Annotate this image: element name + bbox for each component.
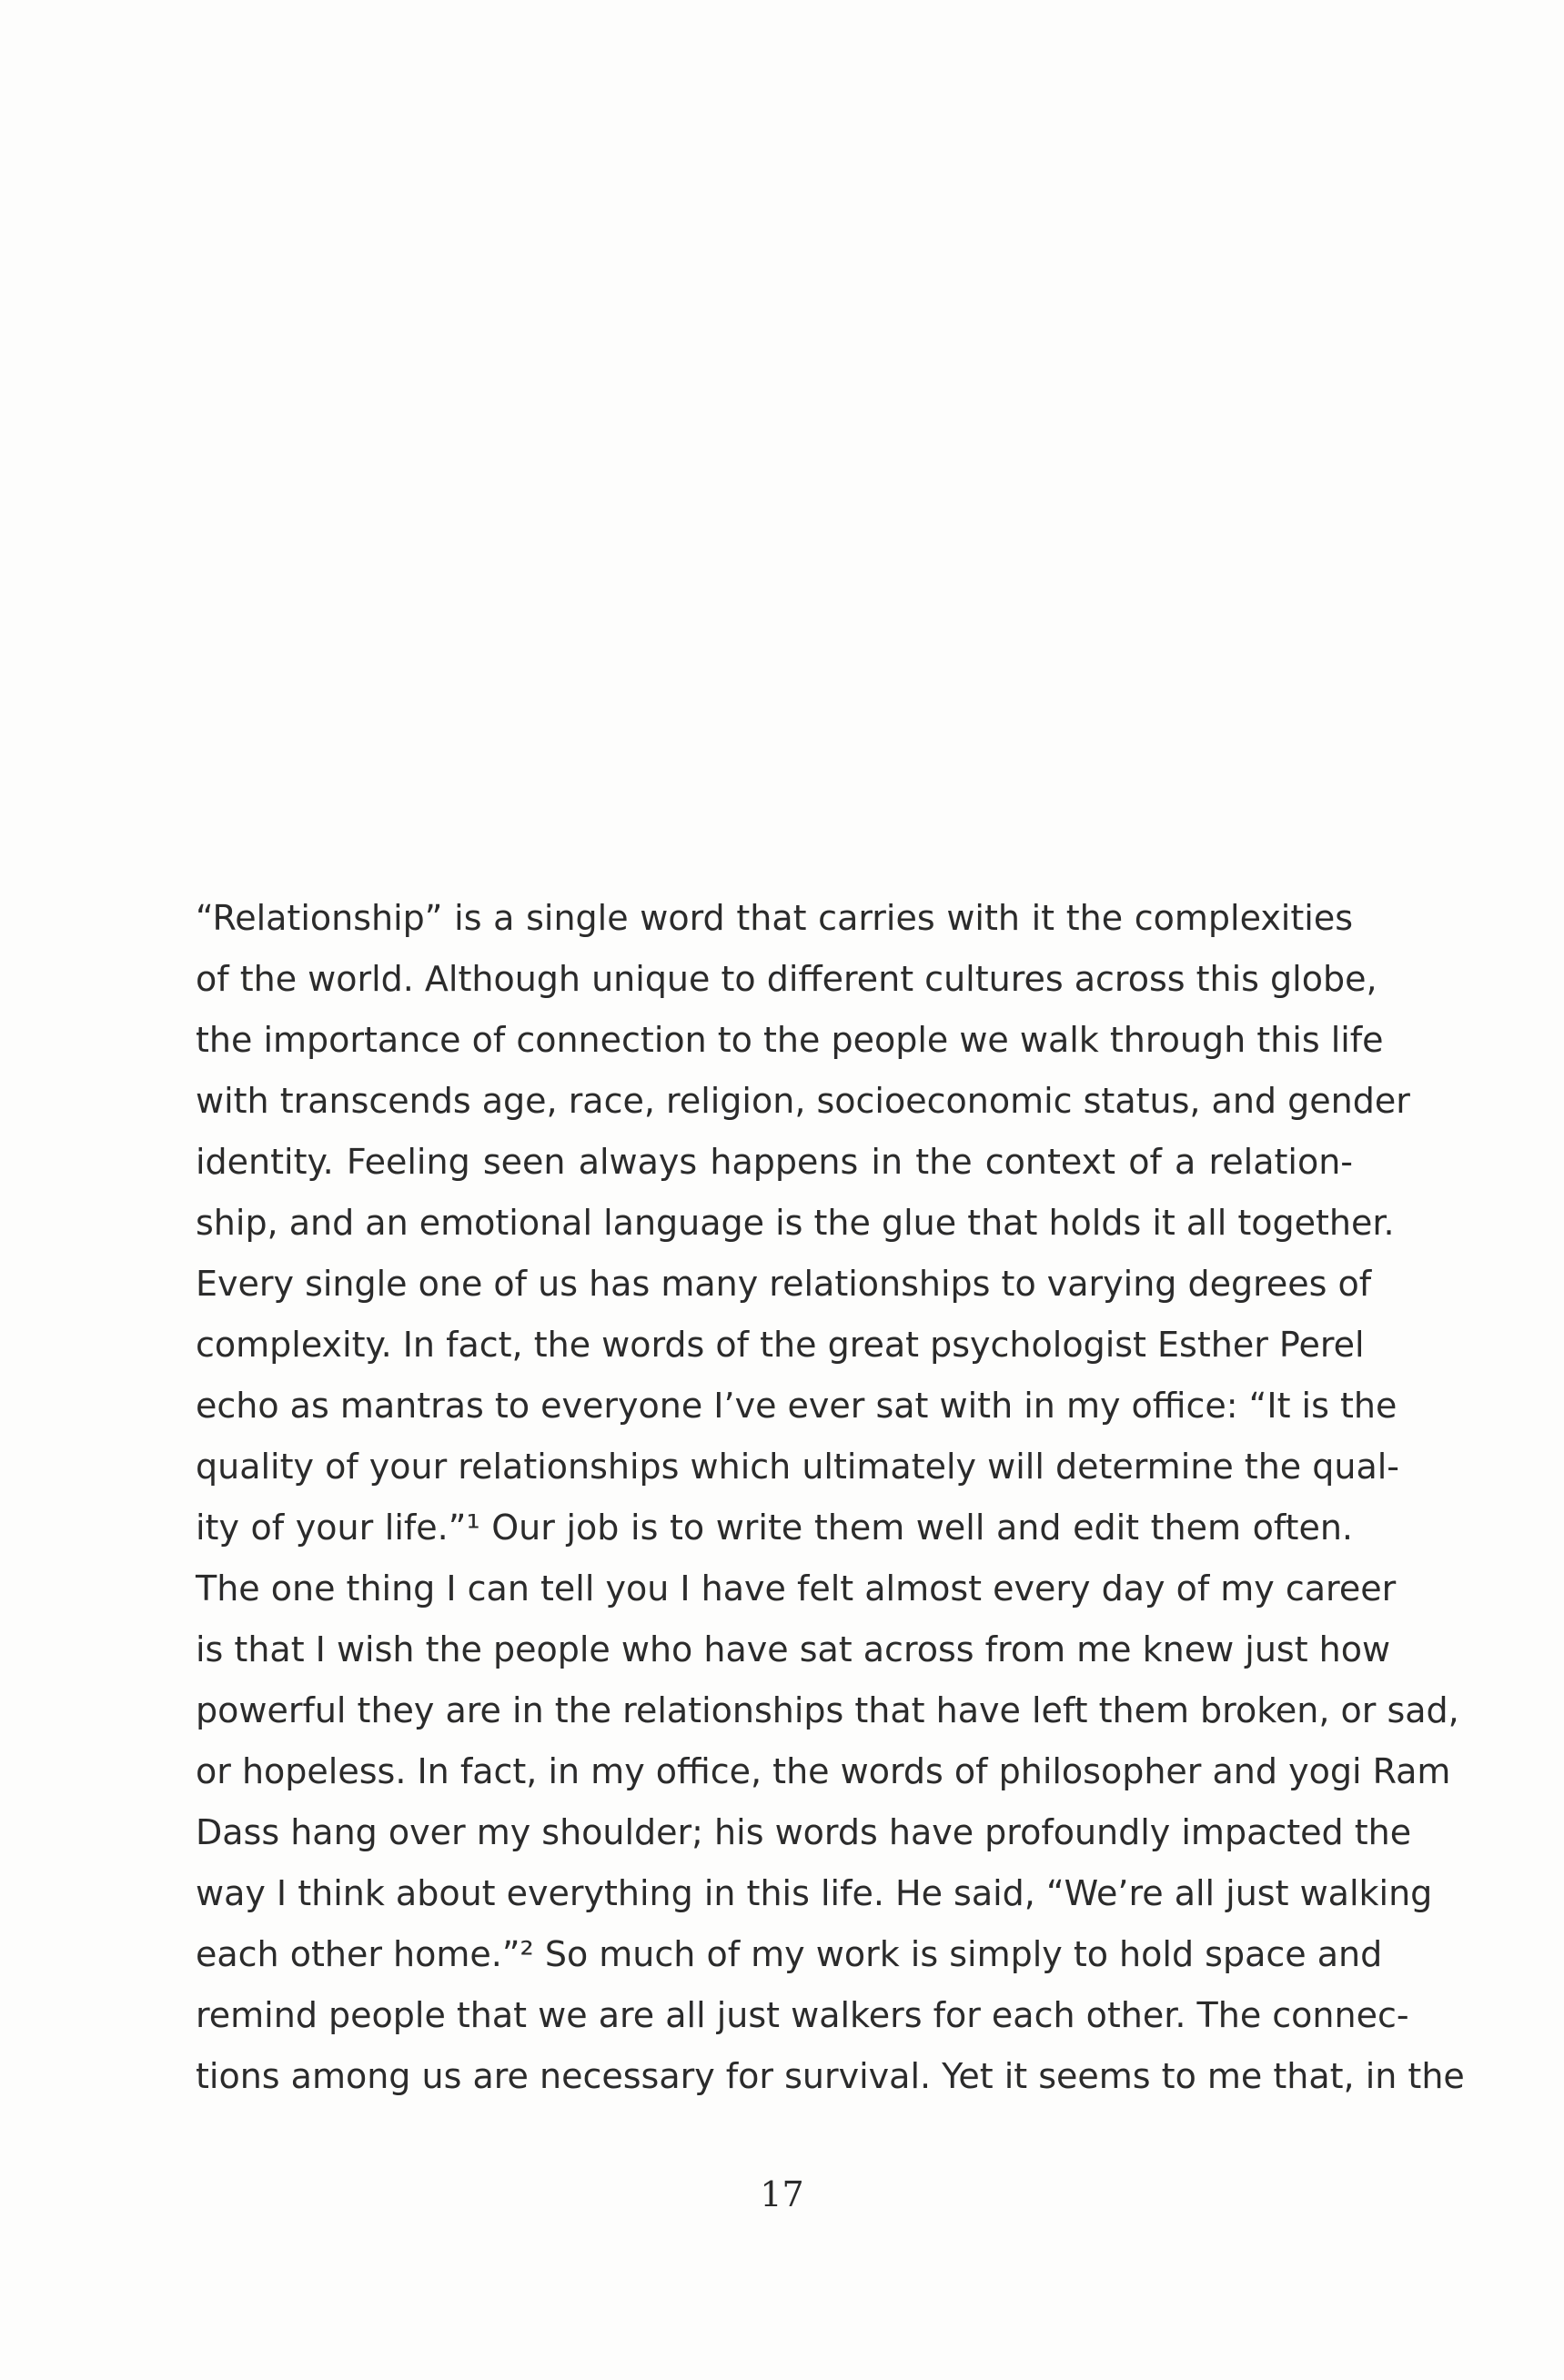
text-line: tions among us are necessary for survival. Yet it seems to me that, in the xyxy=(196,2056,1465,2096)
page-number: 17 xyxy=(760,2174,804,2214)
text-line: Every single one of us has many relationships to varying degrees of xyxy=(196,1264,1372,1304)
text-line: echo as mantras to everyone I’ve ever sat with in my office: “It is the xyxy=(196,1386,1398,1426)
text-line: the importance of connection to the people we walk through this life xyxy=(196,1020,1384,1060)
text-line: of the world. Although unique to different cultures across this globe, xyxy=(196,959,1377,999)
text-line: identity. Feeling seen always happens in the context of a relation- xyxy=(196,1142,1353,1182)
text-line: “Relationship” is a single word that carries with it the complexities xyxy=(196,898,1353,938)
text-line: is that I wish the people who have sat across from me knew just how xyxy=(196,1629,1391,1669)
text-line: quality of your relationships which ultimately will determine the qual- xyxy=(196,1447,1400,1487)
text-line: way I think about everything in this life. He said, “We’re all just walking xyxy=(196,1873,1433,1913)
text-line: The one thing I can tell you I have felt almost every day of my career xyxy=(196,1568,1397,1609)
text-line: complexity. In fact, the words of the great psychologist Esther Perel xyxy=(196,1325,1365,1365)
text-line: ity of your life.”¹ Our job is to write them well and edit them often. xyxy=(196,1508,1353,1548)
text-line: remind people that we are all just walkers for each other. The connec- xyxy=(196,1995,1409,2035)
text-line: or hopeless. In fact, in my office, the words of philosopher and yogi Ram xyxy=(196,1751,1451,1791)
text-line: powerful they are in the relationships that have left them broken, or sad, xyxy=(196,1690,1459,1730)
text-line: with transcends age, race, religion, socioeconomic status, and gender xyxy=(196,1081,1410,1121)
body-paragraph xyxy=(196,888,1465,2107)
text-line: each other home.”² So much of my work is simply to hold space and xyxy=(196,1934,1383,1974)
text-line: ship, and an emotional language is the glue that holds it all together. xyxy=(196,1203,1395,1243)
text-line: Dass hang over my shoulder; his words have profoundly impacted the xyxy=(196,1812,1412,1852)
